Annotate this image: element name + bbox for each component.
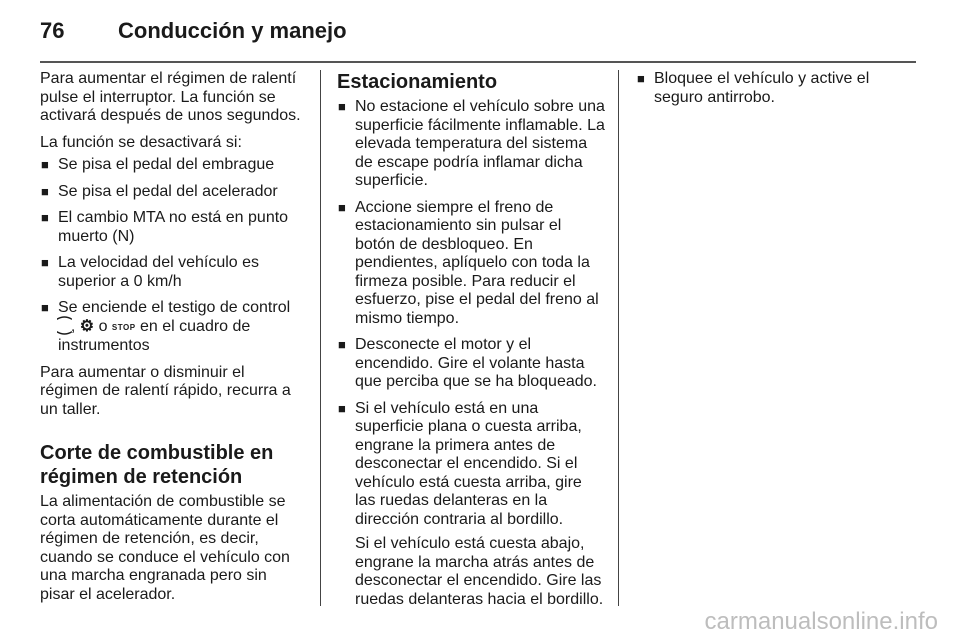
fuel-cut-paragraph: La alimentación de combustible se corta automáticamente durante el régimen de retención, es decir, cuando se conduce el vehículo con una marcha engranada pero sin pisar el acelerador. bbox=[40, 493, 290, 603]
column-left bbox=[40, 70, 302, 612]
engine-temp-icon: ⚙ bbox=[79, 317, 95, 335]
parking-list-continued bbox=[636, 70, 906, 107]
list-item: ■ Se pisa el pedal del embrague bbox=[40, 156, 302, 175]
page-header bbox=[40, 14, 916, 54]
section-heading-fuel-cut: Corte de combustible en régimen de retención bbox=[40, 442, 274, 488]
list-item: ■ El cambio MTA no está en punto muerto (N) bbox=[40, 209, 302, 246]
list-item: ■ La velocidad del vehículo es superior a 0 km/h bbox=[40, 254, 302, 291]
list-item: ■ Accione siempre el freno de estacionamiento sin pulsar el botón de desbloqueo. En pendientes, aplíquelo con toda la firmeza posible. Para reducir el esfuerzo, pise el pedal del freno al mismo tiempo. bbox=[337, 199, 605, 329]
list-item-text-end: en el cuadro de instrumentos bbox=[58, 317, 251, 354]
stop-icon: STOP bbox=[111, 322, 136, 332]
outro-paragraph: Para aumentar o disminuir el régimen de ralentí rápido, recurra a un taller. bbox=[40, 363, 291, 418]
parking-list bbox=[337, 98, 605, 609]
list-item: ■ Bloquee el vehículo y active el seguro antirrobo. bbox=[636, 70, 906, 107]
deactivate-intro: La función se desactivará si: bbox=[40, 133, 242, 151]
list-item: ■ Desconecte el motor y el encendido. Gire el volante hasta que perciba que se ha bloqueado. bbox=[337, 336, 605, 392]
deactivate-list bbox=[40, 156, 302, 356]
list-item bbox=[40, 299, 302, 356]
list-item-continuation: Si el vehículo está cuesta abajo, engrane la marcha atrás antes de desconectar el encendido. Gire las ruedas delanteras hacia el bordillo. bbox=[355, 535, 604, 608]
warning-light-icon: ⁐ bbox=[58, 317, 71, 335]
section-heading-parking: Estacionamiento bbox=[337, 71, 498, 93]
column-divider bbox=[320, 70, 321, 606]
intro-paragraph: Para aumentar el régimen de ralentí pulse el interruptor. La función se activará después de unos segundos. bbox=[40, 70, 301, 124]
comma: , bbox=[70, 317, 76, 335]
list-item-text: Se enciende el testigo de control bbox=[58, 299, 291, 316]
list-item: ■ Se pisa el pedal del acelerador bbox=[40, 183, 302, 202]
page-title: Conducción y manejo bbox=[118, 18, 347, 43]
conjunction: o bbox=[98, 317, 108, 335]
header-divider bbox=[40, 61, 916, 63]
list-item: ■ No estacione el vehículo sobre una superficie fácilmente inflamable. La elevada temperatura del sistema de escape podría inflamar dicha superficie. bbox=[337, 98, 605, 191]
list-item bbox=[337, 400, 605, 610]
column-divider bbox=[618, 70, 619, 606]
column-right bbox=[636, 70, 906, 115]
list-item-text: Si el vehículo está en una superficie plana o cuesta arriba, engrane la primera antes de desconectar el encendido. Si el vehículo está cuesta arriba, gire las ruedas delanteras en la dirección contraria al bordillo. bbox=[355, 399, 582, 528]
watermark: carmanualsonline.info bbox=[704, 608, 938, 635]
page-number: 76 bbox=[40, 18, 65, 43]
column-middle bbox=[337, 70, 605, 617]
